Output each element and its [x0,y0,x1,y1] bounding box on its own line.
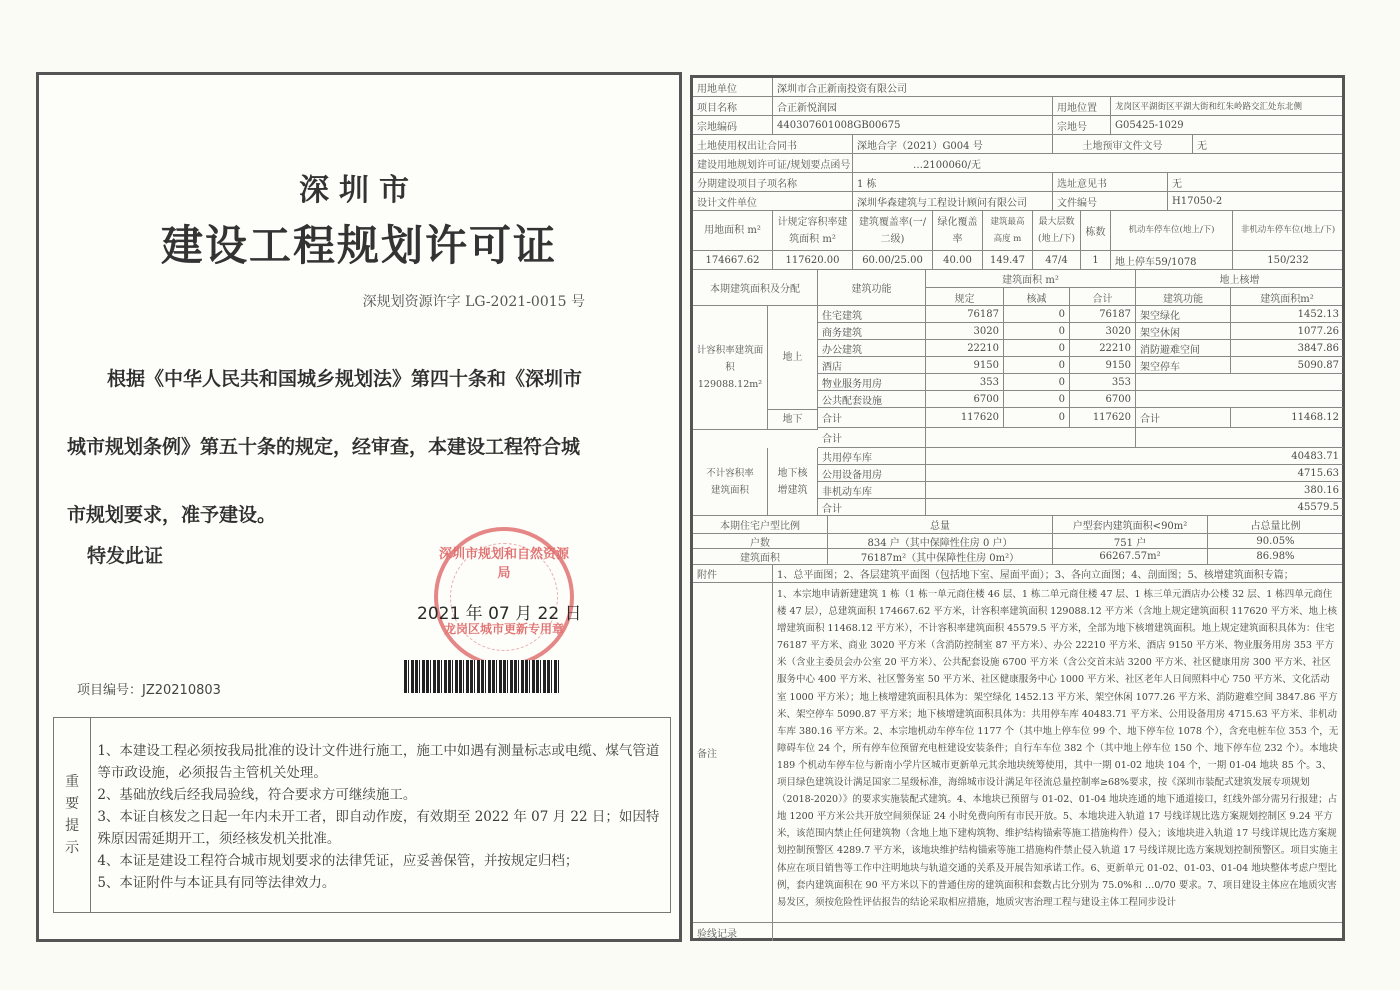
area-total: 353 [1070,374,1136,390]
ratio-row [693,534,1342,549]
row-subproject [693,173,1342,192]
header-ratio-pct: 占总量比例 [1250,521,1301,532]
nonfar-row [818,482,1343,499]
label-project-name: 项目名称 [693,97,773,115]
project-number: 项目编号：JZ20210803 [77,683,221,698]
value-site-opinion: 无 [1172,178,1182,190]
label-contract: 土地使用权出让合同书 [693,135,853,153]
increase-function: 消防避难空间 [1136,340,1231,356]
nonfar-function: 非机动车库 [818,482,926,498]
nonfar-function: 公用设备用房 [818,465,926,481]
value-green: 40.00 [933,251,983,269]
label-unit-ratio: 本期住宅户型比例 [693,516,828,533]
notice-item: 3、本证自核发之日起一年内未开工者，即自动作废，有效期至 2022 年 07 月 22 日；如因特殊原因需延期开工，须经核发机关批准。 [97,809,660,847]
area-function: 酒店 [818,357,926,373]
value-subproject: 1 栋 [853,173,1053,191]
row-contract [693,135,1342,154]
area-reduce: 0 [1004,374,1070,390]
row-project-name [693,97,1342,116]
area-spec: 117620 [926,408,1004,427]
nonfar-value: 380.16 [1304,484,1339,496]
label-below-ground: 地下 [768,410,818,430]
area-total: 9150 [1070,357,1136,373]
header-height: 建筑最高高度 m [983,211,1033,250]
notice-label: 重要提示 [54,718,91,912]
value-parcel-no: G05425-1029 [1115,119,1184,131]
label-above-ground: 地上 [768,306,818,410]
permit-attachment-table [690,75,1345,941]
document-number: 深规划资源许字 LG-2021-0015 号 [362,294,585,310]
permit-body [67,345,637,549]
area-function: 住宅建筑 [818,306,926,322]
ratio-small: 66267.57m² [1053,549,1208,564]
area-function: 商务建筑 [818,323,926,339]
area-row [818,391,1343,408]
important-notice-box [53,717,671,913]
row-attachments [693,565,1342,583]
notice-item: 2、基础放线后经我局验线，符合要求方可继续施工。 [97,787,417,803]
header-coverage: 建筑覆盖率(一/二级) [853,211,933,250]
value-attachments: 1、总平面图；2、各层建筑平面图（包括地下室、屋面平面）；3、各向立面图；4、剖面图；5、核增建筑面积专篇； [777,570,1294,581]
header-green: 绿化覆盖率 [933,211,983,250]
label-site-opinion: 选址意见书 [1053,173,1168,191]
body-line-3: 市规划要求，准予建设。 [67,504,277,526]
ratio-row [693,549,1342,565]
issue-statement: 特发此证 [87,545,164,567]
header-reduce: 核减 [1004,288,1070,306]
area-total: 117620 [1070,408,1136,427]
header-increase-function: 建筑功能 [1136,288,1231,306]
row-indicator-headers [693,211,1342,251]
area-function: 办公建筑 [818,340,926,356]
value-remarks: 1、本宗地申请新建建筑 1 栋（1 栋一单元商住楼 46 层、1 栋二单元商住楼 47 层、1 栋三单元酒店办公楼 32 层、1 栋四单元商住楼 47 层），总建筑面积 174667.62 平方米，计容积率建筑面积 129088.12 平方米（含地上规定建筑面积 117620 平方米、地上核增建筑面积 11468.12 平方米），不计容积率建筑面积 45579.5 平方米，全部为地下核增建筑面积。地上规定建筑面积具体为：住宅 76187 平方米、商业 3020 平方米（含消防控制室 87 平方米）、办公 22210 平方米、酒店 9150 平方米、物业服务用房 353 平方米（含业主委员会办公室 20 平方米）、公共配套设施 6700 平方米（含公交首末站 3200 平方米、社区健康用房 300 平方米、社区服务中心 400 平方米、社区警务室 50 平方米、社区健康服务中心 1000 平方米、社区老年人日间照料中心 750 平方米、文化活动室 1000 平方米）；地上核增建筑面积具体为：架空绿化 1452.13 平方米、架空休闲 1077.26 平方米、消防避难空间 3847.86 平方米、架空停车 5090.87 平方米；地下核增建筑面积具体为：共用停车库 40483.71 平方米、公用设备用房 4715.63 平方米、非机动车库 380.16 平方米。2、本宗地机动车停车位 1177 个（其中地上停车位 99 个、地下停车位 1078 个），含充电桩车位 353 个，无障碍车位 24 个，所有停车位预留充电桩建设安装条件；自行车车位 382 个（其中地上停车位 150 个、地下停车位 232 个）。本地块 189 个机动车停车位与新南小学片区城市更新单元其余地块统筹使用，其中一期 01-02 地块 104 个，一期 01-04 地块 85 个。3、项目绿色建筑设计满足国家二星级标准，海绵城市设计满足年径流总量控制率≥68%要求，按《深圳市装配式建筑发展专项规划（2018-2020）》的要求实施装配式建筑。4、本地块已预留与 01-02、01-04 地块连通的地下通道接口，红线外部分需另行报建；占地 1200 平方米公共开放空间须保证 24 小时免费向所有市民开放。5、本地块进入轨道 17 号线详规比选方案规划控制区 9.24 平方米，该范围内禁止任何建筑物（含地上地下建构筑物、维护结构锚索等施工措施构件）侵入；该地块进入轨道 17 号线详规比选方案规划控制预警区 4289.7 平方米，该地块维护结构锚索等施工措施构件禁止侵入轨道 17 号线详规比选方案规划控制预警区。项目实施主体应在项目销售等工作中注明地块与轨道交通的关系及开展告知承诺工作。6、更新单元 01-02、01-03、01-04 地块整体考虑户型比例，套内建筑面积在 90 平方米以下的普通住房的建筑面积和套数占比分别为 75.0%和 …0/70 要求。7、项目建设主体应在地质灾害易发区，须按危险性评估报告的结论采取相应措施，地质灾害治理工程与建设主体工程同步设计 [777,589,1339,908]
nonfar-value: 40483.71 [1291,450,1339,462]
label-remarks: 备注 [693,583,773,922]
row-land-user [693,78,1342,97]
below-total-label: 合计 [818,428,926,447]
header-bike-parking: 非机动车停车位(地上/下) [1240,225,1336,235]
increase-function: 架空绿化 [1136,306,1231,322]
header-ratio-small: 户型套内建筑面积<90m² [1053,516,1208,533]
area-reduce: 0 [1004,408,1070,427]
increase-area: 1452.13 [1297,308,1339,320]
area-total: 6700 [1070,391,1136,407]
header-ratio-total: 总量 [828,516,1053,533]
row-permit-ref [693,154,1342,173]
ratio-small: 751 户 [1053,534,1208,548]
area-spec: 6700 [926,391,1004,407]
label-above-increase: 地上核增 [1136,270,1343,288]
row-parcel [693,116,1342,135]
value-coverage: 60.00/25.00 [853,251,933,269]
value-preapproval: 无 [1197,140,1207,152]
city-heading: 深圳市 [299,173,419,208]
value-car-parking: 地上停车59/1078 [1111,251,1233,269]
label-underground-increase: 地下核增建筑 [768,448,818,516]
label-building-area: 建筑面积 m² [926,270,1136,288]
value-inspection [773,923,1343,941]
area-row [818,323,1343,340]
body-line-2: 城市规划条例》第五十条的规定，经审查，本建设工程符合城 [67,436,581,458]
area-reduce: 0 [1004,357,1070,373]
barcode-icon [404,660,559,693]
increase-area: 3847.86 [1297,342,1339,354]
notice-item: 4、本证是建设工程符合城市规划要求的法律凭证，应妥善保管，并按规定归档； [97,853,579,869]
nonfar-function: 合计 [818,499,926,515]
area-reduce: 0 [1004,306,1070,322]
value-file-no: H17050-2 [1172,195,1223,207]
value-land-user: 深圳市合正新南投资有限公司 [777,83,907,95]
nonfar-value: 45579.5 [1297,501,1339,513]
label-inspection: 验线记录 [693,923,773,941]
header-far-area: 计规定容积率建筑面积 m² [773,211,853,250]
header-floors: 最大层数(地上/下) [1033,211,1081,250]
nonfar-function: 共用停车库 [818,448,926,464]
label-permit-ref: 建设用地规划许可证/规划要点函号 [693,154,853,172]
header-site-area: 用地面积 m² [693,211,773,250]
notice-list [91,718,670,912]
value-design-unit: 深圳华森建筑与工程设计顾问有限公司 [853,192,1053,210]
label-design-unit: 设计文件单位 [693,192,853,210]
header-spec: 规定 [926,288,1004,306]
header-buildings: 栋数 [1081,211,1111,250]
area-spec: 22210 [926,340,1004,356]
label-attachments: 附件 [693,565,773,582]
nonfar-value: 4715.63 [1297,467,1339,479]
label-land-user: 用地单位 [693,78,773,96]
row-ratio-header [693,516,1342,534]
area-total: 76187 [1070,306,1136,322]
label-preapproval: 土地预审文件文号 [1053,135,1193,153]
area-row [818,306,1343,323]
area-spec: 9150 [926,357,1004,373]
label-land-location: 用地位置 [1053,97,1111,115]
label-far-block: 计容积率建筑面积 129088.12m² [693,306,768,430]
label-building-function: 建筑功能 [818,270,926,305]
label-nonfar-block: 不计容积率建筑面积 [693,448,768,516]
notice-item: 5、本证附件与本证具有同等法律效力。 [97,875,336,891]
nonfar-row [818,465,1343,482]
row-inspection [693,923,1342,941]
value-bike-parking: 150/232 [1267,254,1309,266]
increase-area: 1077.26 [1297,325,1339,337]
area-spec: 353 [926,374,1004,390]
area-row [818,374,1343,391]
value-contract: 深地合字（2021）G004 号 [853,135,1053,153]
issue-date: 2021 年 07 月 22 日 [417,604,582,624]
label-area-section: 本期建筑面积及分配 [693,270,818,305]
below-total-value [926,428,1136,447]
header-total: 合计 [1070,288,1136,306]
nonfar-row [818,448,1343,465]
increase-function: 架空休闲 [1136,323,1231,339]
area-function: 物业服务用房 [818,374,926,390]
value-far-area: 117620.00 [773,251,853,269]
increase-total-value: 11468.12 [1291,412,1339,423]
area-total: 22210 [1070,340,1136,356]
ratio-total: 834 户（其中保障性住房 0 户） [828,534,1053,548]
area-function: 公共配套设施 [818,391,926,407]
row-indicator-values [693,251,1342,270]
area-total: 3020 [1070,323,1136,339]
permit-title: 建设工程规划许可证 [160,221,557,270]
body-line-1: 根据《中华人民共和国城乡规划法》第四十条和《深圳市 [107,368,583,390]
value-project-name: 合正新悦润园 [773,97,1053,115]
value-floors: 47/4 [1033,251,1081,269]
row-area-headers [693,270,1342,306]
area-reduce: 0 [1004,323,1070,339]
ratio-pct: 86.98% [1256,551,1295,562]
label-file-no: 文件编号 [1053,192,1168,210]
area-reduce: 0 [1004,391,1070,407]
value-site-area: 174667.62 [693,251,773,269]
value-permit-ref: …2100060/无 [913,159,981,171]
seal-bottom-text: 龙岗区城市更新专用章 [443,622,564,636]
row-design-unit [693,192,1342,211]
notice-item: 1、本建设工程必须按我局批准的设计文件进行施工，施工中如遇有测量标志或电缆、煤气管道等市政设施，必须报告主管机关处理。 [97,743,660,781]
area-total-row [818,408,1343,428]
header-car-parking: 机动车停车位(地上/下) [1111,211,1233,250]
value-buildings: 1 [1081,251,1111,269]
area-function: 合计 [818,408,926,427]
value-parcel-code: 440307601008GB00675 [773,116,1053,134]
ratio-pct: 90.05% [1256,535,1295,547]
area-row [818,357,1343,374]
area-row [818,340,1343,357]
area-reduce: 0 [1004,340,1070,356]
ratio-label: 建筑面积 [693,549,828,564]
value-land-location: 龙岗区平湖街区平湖大街和红朱岭路交汇处东北侧 [1115,102,1303,112]
area-spec: 76187 [926,306,1004,322]
label-subproject: 分期建设项目子项名称 [693,173,853,191]
increase-function: 架空停车 [1136,357,1231,373]
value-height: 149.47 [983,251,1033,269]
increase-area: 5090.87 [1297,359,1339,371]
label-parcel-no: 宗地号 [1053,116,1111,134]
header-increase-area: 建筑面积m² [1260,293,1314,305]
increase-total-label: 合计 [1136,408,1231,427]
permit-certificate-page [36,72,682,942]
ratio-total: 76187m²（其中保障性住房 0m²） [828,549,1053,564]
label-parcel-code: 宗地编码 [693,116,773,134]
official-seal-icon [434,527,574,667]
area-spec: 3020 [926,323,1004,339]
seal-top-text: 深圳市规划和自然资源局 [438,547,569,581]
below-total-row [818,428,1343,448]
nonfar-row [818,499,1343,516]
ratio-label: 户数 [693,534,828,548]
